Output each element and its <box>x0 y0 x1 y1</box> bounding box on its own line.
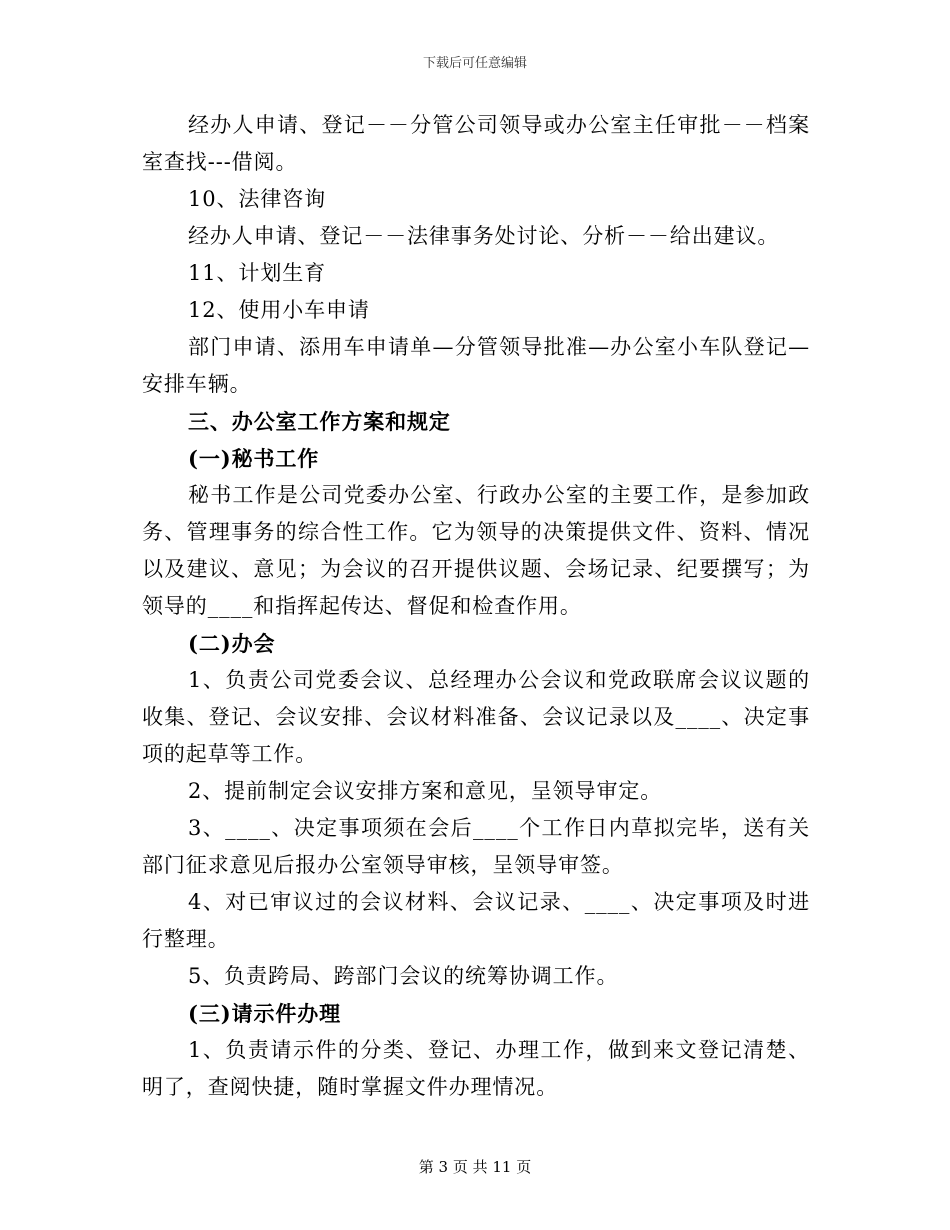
section-heading: 三、办公室工作方案和规定 <box>188 409 451 434</box>
body-paragraph: 3、____、决定事项须在会后____个工作日内草拟完毕，送有关部门征求意见后报办公室领导审核，呈领导审签。 <box>142 816 810 877</box>
body-paragraph: 1、负责请示件的分类、登记、办理工作，做到来文登记清楚、明了，查阅快捷，随时掌握文件办理情况。 <box>142 1038 810 1099</box>
section-heading: (二)办会 <box>188 631 276 656</box>
body-paragraph: 1、负责公司党委会议、总经理办公会议和党政联席会议议题的收集、登记、会议安排、会议材料准备、会议记录以及____、决定事项的起草等工作。 <box>142 668 810 766</box>
document-body <box>142 107 810 1106</box>
body-paragraph: 10、法律咨询 <box>188 187 327 211</box>
body-paragraph: 2、提前制定会议安排方案和意见，呈领导审定。 <box>188 779 663 803</box>
body-paragraph: 4、对已审议过的会议材料、会议记录、____、决定事项及时进行整理。 <box>142 890 810 951</box>
body-paragraph: 经办人申请、登记－－分管公司领导或办公室主任审批－－档案室查找---借阅。 <box>142 113 810 174</box>
body-paragraph: 经办人申请、登记－－法律事务处讨论、分析－－给出建议。 <box>188 224 780 248</box>
section-heading: (一)秘书工作 <box>188 446 320 471</box>
page-number: 第 3 页 共 11 页 <box>418 1158 532 1176</box>
body-paragraph: 12、使用小车申请 <box>188 298 370 322</box>
page-header-note: 下载后可任意编辑 <box>422 56 527 71</box>
body-paragraph: 部门申请、添用车申请单—分管领导批准—办公室小车队登记—安排车辆。 <box>142 335 810 396</box>
body-paragraph: 秘书工作是公司党委办公室、行政办公室的主要工作，是参加政务、管理事务的综合性工作。它为领导的决策提供文件、资料、情况以及建议、意见；为会议的召开提供议题、会场记录、纪要撰写；为领导的____和指挥起传达、督促和检查作用。 <box>142 483 810 618</box>
body-paragraph: 5、负责跨局、跨部门会议的统筹协调工作。 <box>188 964 619 988</box>
section-heading: (三)请示件办理 <box>188 1001 342 1026</box>
body-paragraph: 11、计划生育 <box>188 261 327 285</box>
